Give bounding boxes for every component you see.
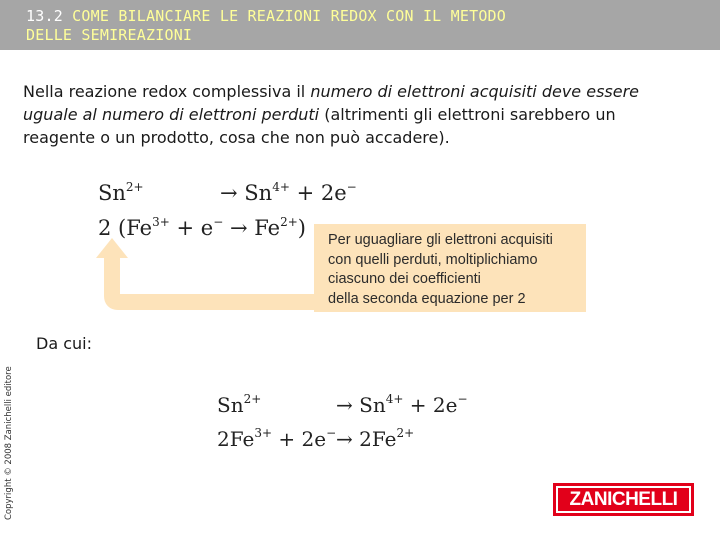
fig2-eq1-right-charge: 4+ [385, 392, 404, 406]
fig2-equation-1 [217, 392, 261, 417]
note-line: ciascuno dei coefficienti [328, 271, 481, 287]
da-cui-label: Da cui: [36, 334, 92, 353]
note-line: Per uguagliare gli elettroni acquisiti [328, 232, 553, 248]
note-line: con quelli perduti, moltiplichiamo [328, 251, 538, 268]
fig1-eq2-right-charge: 2+ [280, 215, 298, 229]
callout-note [314, 224, 586, 312]
fig2-eq2-right: → 2Fe [336, 427, 397, 451]
fig2-eq2-left: 2Fe [217, 427, 255, 451]
fig2-equation-1-right [336, 392, 468, 417]
fig2-equation-2-right [336, 426, 414, 451]
intro-emphasis: numero di elettroni acquisiti deve essere uguale al numero di elettroni perduti [23, 82, 640, 124]
fig1-eq2-mid-charge: − [213, 215, 224, 229]
intro-text-2: (altrimenti gli elettroni sarebbero un reagente o un prodotto, cosa che non può accadere). [23, 105, 616, 147]
fig2-eq1-tail-charge: − [457, 392, 468, 406]
title-line-1: COME BILANCIARE LE REAZIONI REDOX CON IL METODO [72, 7, 507, 25]
fig1-eq1-tail-charge: − [346, 180, 357, 194]
fig2-eq2-left-charge: 3+ [254, 426, 273, 440]
fig1-eq2-coef: 2 (Fe [98, 216, 153, 240]
fig2-eq1-tail: + 2e [409, 393, 458, 417]
note-line: della seconda equazione per 2 [328, 290, 526, 307]
section-number: 13.2 [26, 7, 63, 25]
fig2-eq1-left: Sn [217, 393, 244, 417]
fig2-eq1-left-charge: 2+ [243, 392, 262, 406]
fig1-equation-1-right [220, 180, 357, 205]
fig2-eq2-right-charge: 2+ [396, 426, 415, 440]
fig1-eq1-tail: + 2e [296, 181, 347, 205]
fig2-eq2-mid-charge: − [326, 426, 337, 440]
copyright-notice: Copyright © 2008 Zanichelli editore [4, 366, 14, 520]
fig1-eq2-close: ) [297, 216, 306, 240]
fig1-equation-1 [98, 180, 144, 205]
intro-text-1: Nella reazione redox complessiva il [23, 82, 311, 101]
fig1-eq2-mid: + e [176, 216, 214, 240]
fig2-eq2-mid: + 2e [278, 427, 327, 451]
fig1-eq1-right: → Sn [220, 181, 273, 205]
fig1-equation-2 [98, 215, 306, 240]
fig2-equation-2 [217, 426, 336, 451]
fig1-eq2-right: → Fe [229, 216, 281, 240]
logo-text: ZANICHELLI [558, 488, 689, 511]
fig1-eq1-left-charge: 2+ [125, 180, 144, 194]
fig1-eq1-left: Sn [98, 181, 126, 205]
fig1-eq2-charge: 3+ [152, 215, 170, 229]
zanichelli-logo [553, 483, 694, 516]
fig1-eq1-right-charge: 4+ [272, 180, 290, 194]
title-line-2: DELLE SEMIREAZIONI [26, 26, 193, 44]
fig2-eq1-right: → Sn [336, 393, 386, 417]
